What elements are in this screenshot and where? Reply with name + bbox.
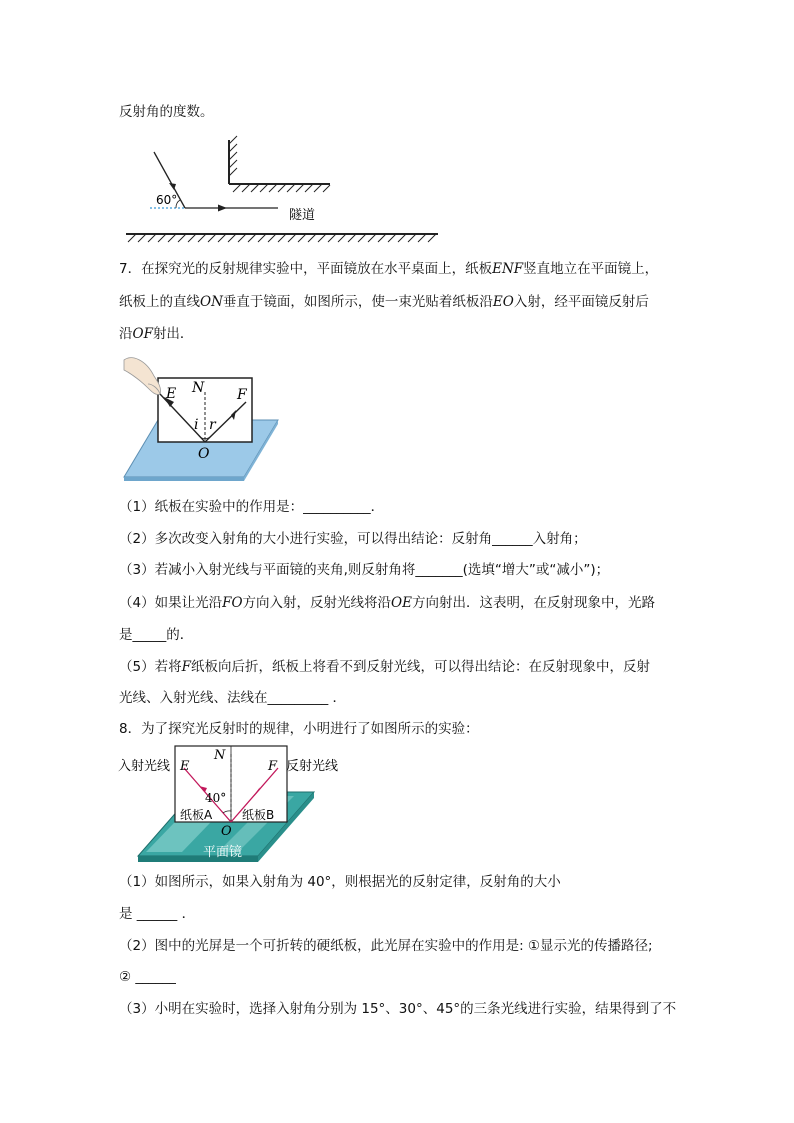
- mirror-experiment-figure: [118, 742, 358, 866]
- q7-line-3: 沿OF射出．: [119, 326, 194, 342]
- q7-sub-1: （1）纸板在实验中的作用是：__________．: [119, 499, 385, 515]
- angle-label-60: 60°: [156, 193, 178, 207]
- text-line-top: 反射角的度数。: [119, 104, 214, 120]
- q8-sub-1: （1）如图所示，如果入射角为 40°，则根据光的反射定律，反射角的大小: [119, 874, 561, 890]
- q8-sub-1-cont: 是 ______ ．: [119, 906, 196, 922]
- label-i: i: [194, 417, 199, 433]
- q7-sub-4: （4）如果让光沿FO方向入射，反射光线将沿OE方向射出．这表明，在反射现象中，光路: [119, 595, 655, 611]
- q8-sub-2: （2）图中的光屏是一个可折转的硬纸板，此光屏在实验中的作用是: ①显示光的传播路径;: [119, 938, 653, 954]
- q7-line-2: 纸板上的直线ON垂直于镜面，如图所示，使一束光贴着纸板沿EO入射，经平面镜反射后: [119, 294, 649, 310]
- label-F: F: [268, 759, 278, 774]
- q8-line-1: 8．为了探究光反射时的规律，小明进行了如图所示的实验：: [119, 721, 479, 737]
- mirror-label: 平面镜: [203, 845, 243, 860]
- tunnel-diagram: [118, 132, 448, 247]
- q8-sub-3: （3）小明在实验时，选择入射角分别为 15°、30°、45°的三条光线进行实验，结果得到了不: [119, 1001, 677, 1017]
- label-O: O: [198, 446, 210, 462]
- q8-sub-2-cont: ② ______: [119, 969, 176, 985]
- label-r: r: [209, 417, 216, 433]
- label-N: N: [192, 380, 205, 396]
- label-E: E: [166, 386, 177, 402]
- board-a-label: 纸板A: [180, 808, 213, 822]
- label-N: N: [214, 748, 226, 763]
- tunnel-label: 隧道: [289, 208, 316, 223]
- q7-line-1: 7．在探究光的反射规律实验中，平面镜放在水平桌面上，纸板ENF竖直地立在平面镜上，: [119, 261, 659, 277]
- q7-sub-4-cont: 是_____的．: [119, 627, 194, 643]
- reflection-experiment-figure: [118, 352, 283, 484]
- angle-label-40: 40°: [205, 791, 227, 805]
- q7-sub-3: （3）若减小入射光线与平面镜的夹角,则反射角将_______(选填“增大”或“减小”)；: [119, 562, 610, 578]
- q7-sub-2: （2）多次改变入射角的大小进行实验，可以得出结论：反射角______入射角；: [119, 531, 587, 547]
- incident-ray-label: 入射光线: [118, 759, 171, 774]
- label-E: E: [180, 759, 190, 774]
- reflected-ray-label: 反射光线: [286, 759, 339, 774]
- q7-sub-5-cont: 光线、入射光线、法线在_________ ．: [119, 690, 347, 706]
- label-O: O: [221, 824, 232, 839]
- label-F: F: [237, 387, 247, 403]
- board-b-label: 纸板B: [242, 808, 275, 822]
- q7-sub-5: （5）若将F纸板向后折，纸板上将看不到反射光线，可以得出结论：在反射现象中，反射: [119, 659, 650, 675]
